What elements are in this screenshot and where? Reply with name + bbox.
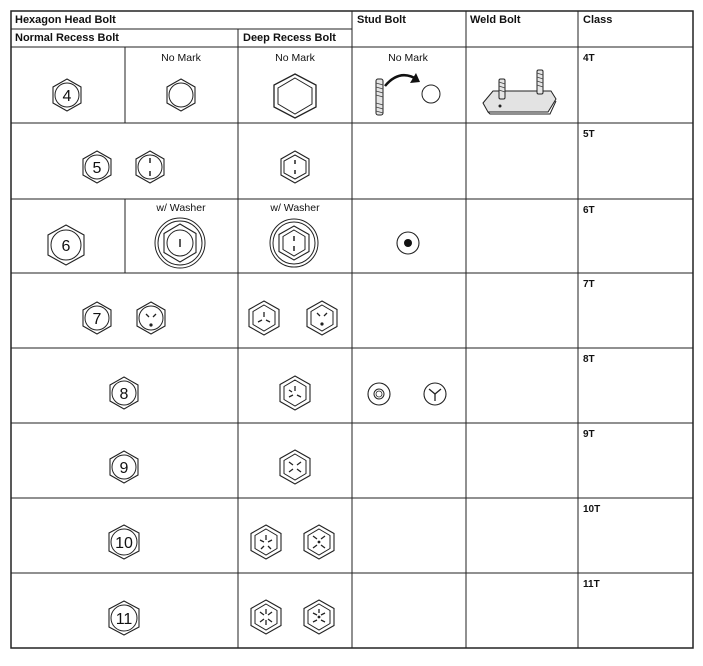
hex-bolt-head-icon — [167, 79, 195, 111]
deep-recess-head-icon — [249, 301, 279, 335]
deep-recess-head-icon — [304, 600, 334, 634]
stud-bolt-icon — [376, 79, 383, 115]
header-stud-bolt: Stud Bolt — [357, 14, 406, 26]
weld-bolt-icon — [483, 70, 556, 114]
arrow-icon — [385, 73, 420, 86]
deep-recess-head-icon — [307, 301, 337, 335]
strength-number: 11 — [115, 611, 133, 628]
note-with-washer-deep: w/ Washer — [270, 202, 320, 214]
strength-number: 7 — [92, 311, 102, 328]
class-label: 10T — [583, 504, 601, 515]
deep-recess-head-icon — [280, 376, 310, 410]
stud-end-ring-mark-icon — [368, 383, 390, 405]
stud-end-dot-mark-icon — [397, 232, 419, 254]
strength-number: 5 — [92, 160, 102, 177]
deep-recess-head-icon — [280, 450, 310, 484]
header-weld-bolt: Weld Bolt — [470, 14, 521, 26]
class-label: 9T — [583, 429, 595, 440]
class-label: 5T — [583, 129, 595, 140]
two-line-mark-icon — [136, 151, 164, 183]
class-label: 11T — [583, 579, 600, 590]
header-hexagon-head-bolt: Hexagon Head Bolt — [15, 14, 116, 26]
strength-number: 10 — [115, 535, 133, 552]
header-class: Class — [583, 14, 613, 26]
dot-mark-icon — [137, 302, 165, 334]
note-no-mark-deep: No Mark — [275, 52, 315, 64]
deep-recess-head-icon — [304, 525, 334, 559]
deep-recess-head-icon — [251, 600, 281, 634]
washer-bolt-head-icon — [155, 218, 205, 268]
strength-number: 4 — [62, 88, 72, 105]
strength-number: 9 — [119, 460, 129, 477]
class-label: 6T — [583, 205, 595, 216]
deep-recess-head-icon — [251, 525, 281, 559]
strength-number: 8 — [119, 386, 129, 403]
deep-recess-head-icon — [274, 74, 316, 118]
no-mark-circle-icon — [422, 85, 440, 103]
note-with-washer-normal: w/ Washer — [156, 202, 206, 214]
class-label: 4T — [583, 53, 595, 64]
deep-recess-head-icon — [281, 151, 309, 183]
note-no-mark-stud: No Mark — [388, 52, 428, 64]
washer-bolt-head-icon — [270, 219, 318, 267]
note-no-mark-normal: No Mark — [161, 52, 201, 64]
class-label: 8T — [583, 354, 595, 365]
stud-end-y-mark-icon — [424, 383, 446, 405]
class-label: 7T — [583, 279, 595, 290]
header-deep-recess-bolt: Deep Recess Bolt — [243, 32, 336, 44]
strength-number: 6 — [61, 238, 71, 255]
table-grid — [11, 11, 693, 648]
header-normal-recess-bolt: Normal Recess Bolt — [15, 32, 119, 44]
